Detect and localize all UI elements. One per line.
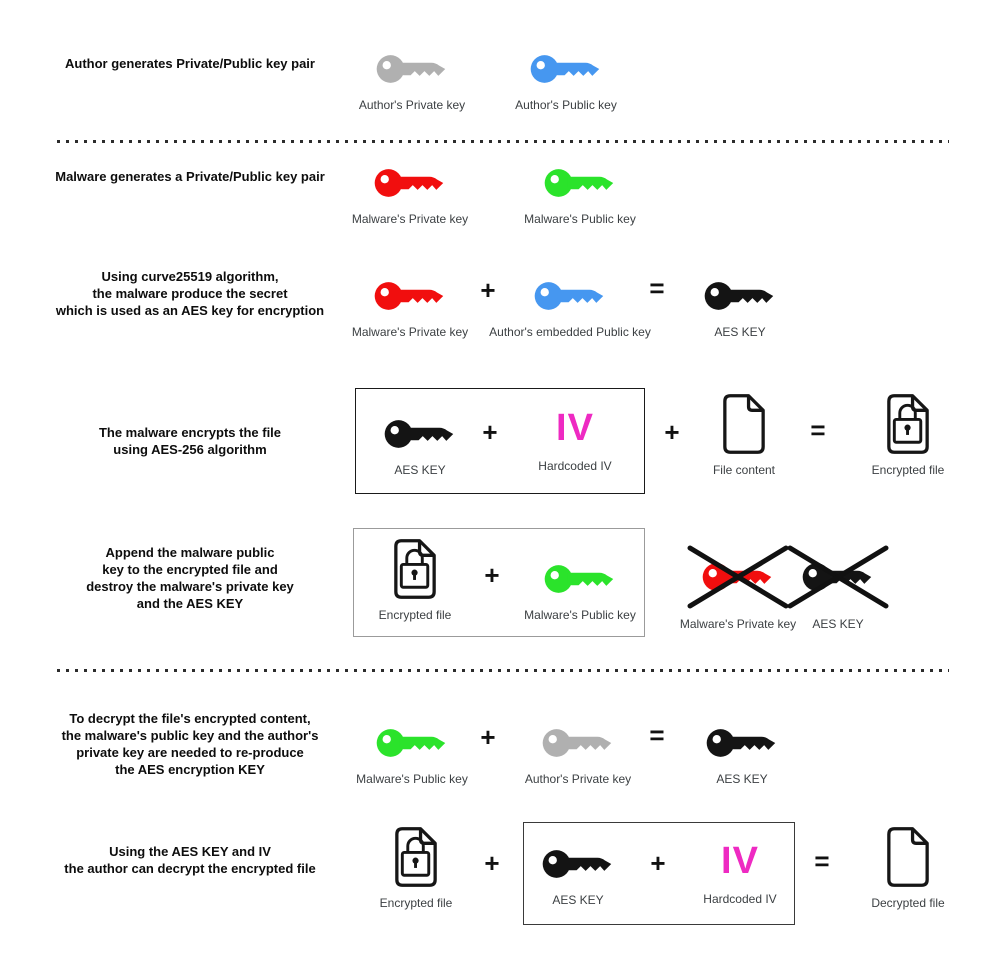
key-icon xyxy=(704,275,776,317)
caption-malware-generates-keypair: Malware generates a Private/Public key pair xyxy=(55,169,325,184)
icon-label: Author's Private key xyxy=(524,772,632,786)
hardcoded-iv xyxy=(675,838,805,906)
plus-operator: + xyxy=(484,560,500,590)
aes-key xyxy=(523,843,633,907)
icon-label: AES KEY xyxy=(812,617,864,631)
equals-operator: = xyxy=(649,273,665,303)
icon-label: Encrypted file xyxy=(379,896,453,910)
key-icon xyxy=(530,48,602,90)
destroyed-aes-key xyxy=(753,545,923,631)
hardcoded-iv xyxy=(505,405,645,473)
icon-label: Encrypted file xyxy=(378,608,452,622)
equals-operator: = xyxy=(814,846,830,876)
key-icon xyxy=(374,275,446,317)
iv-text: IV xyxy=(556,407,594,449)
malware-public-key xyxy=(495,558,665,622)
decrypted-file xyxy=(823,826,993,910)
aes-key xyxy=(657,722,827,786)
malware-private-key xyxy=(325,162,495,226)
icon-label: Malware's Private key xyxy=(679,617,797,631)
plus-operator: + xyxy=(664,417,680,447)
key-icon xyxy=(376,48,448,90)
icon-label: AES KEY xyxy=(394,463,446,477)
key-icon xyxy=(542,722,614,764)
icon-label: Malware's Public key xyxy=(524,212,636,226)
key-icon xyxy=(706,722,778,764)
plus-operator: + xyxy=(484,848,500,878)
encrypted-file-icon xyxy=(390,826,442,888)
icon-label: AES KEY xyxy=(714,325,766,339)
file-icon xyxy=(718,393,770,455)
icon-label: Malware's Private key xyxy=(351,325,469,339)
crossed-key xyxy=(786,545,890,609)
encrypted-file-icon xyxy=(882,393,934,455)
caption-author-decrypts: Using the AES KEY and IV the author can decrypt the encrypted file xyxy=(64,844,316,876)
icon-label: File content xyxy=(712,463,776,477)
plus-operator: + xyxy=(480,722,496,752)
icon-label: Malware's Public key xyxy=(524,608,636,622)
author-embedded-public-key xyxy=(480,275,660,339)
caption-encrypts-aes256: The malware encrypts the file using AES-256 algorithm xyxy=(98,425,282,457)
iv-text: IV xyxy=(721,840,759,882)
icon-label: Author's Private key xyxy=(358,98,466,112)
equals-operator: = xyxy=(649,720,665,750)
malware-public-key xyxy=(495,162,665,226)
icon-label: Malware's Private key xyxy=(351,212,469,226)
key-icon xyxy=(384,413,456,455)
dotted-separator xyxy=(57,140,949,143)
dotted-separator xyxy=(57,669,949,672)
icon-label: Author's Public key xyxy=(515,98,617,112)
encrypted-file xyxy=(823,393,993,477)
key-icon xyxy=(534,275,606,317)
icon-label: Decrypted file xyxy=(871,896,945,910)
plus-operator: + xyxy=(650,848,666,878)
plus-operator: + xyxy=(480,275,496,305)
file-icon xyxy=(882,826,934,888)
key-icon xyxy=(376,722,448,764)
caption-author-generates-keypair: Author generates Private/Public key pair xyxy=(65,56,315,71)
key-icon xyxy=(544,162,616,204)
icon-label: Author's embedded Public key xyxy=(489,325,651,339)
equals-operator: = xyxy=(810,415,826,445)
caption-decrypt-reproduce-key: To decrypt the file's encrypted content, the malware's public key and the author's private key are needed to re-produce the AES encryption KEY xyxy=(61,711,319,777)
caption-curve25519-secret: Using curve25519 algorithm, the malware produce the secret which is used as an AES key for encryption xyxy=(55,269,325,318)
icon-label: Malware's Public key xyxy=(356,772,468,786)
key-icon xyxy=(544,558,616,600)
key-icon xyxy=(542,843,614,885)
icon-label: Hardcoded IV xyxy=(538,459,612,473)
author-private-key xyxy=(327,48,497,112)
icon-label: Encrypted file xyxy=(871,463,945,477)
cross-out-icon xyxy=(786,545,890,609)
author-public-key xyxy=(481,48,651,112)
icon-label: Hardcoded IV xyxy=(703,892,777,906)
icon-label: AES KEY xyxy=(716,772,768,786)
aes-key xyxy=(655,275,825,339)
icon-label: AES KEY xyxy=(552,893,604,907)
key-icon xyxy=(374,162,446,204)
encrypted-file-icon xyxy=(389,538,441,600)
plus-operator: + xyxy=(482,417,498,447)
caption-append-destroy: Append the malware public key to the encrypted file and destroy the malware's private key and the AES KEY xyxy=(86,545,294,611)
author-private-key xyxy=(493,722,663,786)
